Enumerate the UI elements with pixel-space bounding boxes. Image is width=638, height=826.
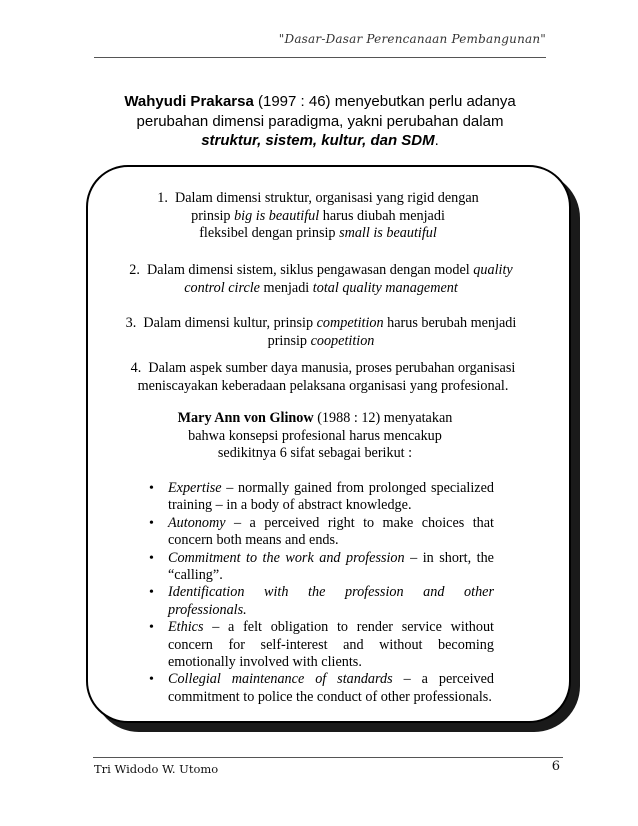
intro-end: . bbox=[434, 132, 439, 149]
bullet-text: – a perceived commitment to police the conduct of other professionals. bbox=[168, 671, 494, 705]
item-text: harus berubah menjadi bbox=[383, 315, 517, 331]
item-term: small is beautiful bbox=[339, 225, 437, 241]
bullet-item bbox=[148, 671, 494, 706]
bullet-text: – in short, the “calling”. bbox=[168, 549, 494, 584]
bullet-term: Expertise bbox=[168, 480, 222, 496]
intro-paragraph bbox=[100, 92, 540, 151]
item-term: big is beautiful bbox=[234, 207, 320, 224]
bullet-icon: • bbox=[149, 672, 154, 688]
item-number: 4. bbox=[130, 360, 142, 376]
section-line-1: (1988 : 12) menyatakan bbox=[313, 410, 453, 426]
bullet-icon: • bbox=[149, 481, 154, 496]
bullet-text: – a felt obligation to render service without concern for self-interest and without becoming emotionally involved with clients. bbox=[168, 619, 494, 671]
intro-author: Wahyudi Prakarsa bbox=[124, 93, 254, 110]
bullet-text: – a perceived right to make choices that concern both means and ends. bbox=[168, 514, 494, 549]
bullet-item bbox=[148, 550, 494, 585]
bullet-term: Ethics bbox=[168, 619, 204, 636]
item-number: 2. bbox=[129, 262, 140, 278]
item-text: prinsip bbox=[267, 332, 311, 349]
section-line-3: sedikitnya 6 sifat sebagai berikut : bbox=[217, 445, 413, 461]
intro-dimensions: struktur, sistem, kultur, dan SDM bbox=[201, 132, 435, 149]
item-term: coopetition bbox=[310, 332, 375, 349]
page-number: 6 bbox=[551, 759, 560, 774]
bullet-icon: • bbox=[149, 515, 154, 531]
item-text: Dalam aspek sumber daya manusia, proses perubahan organisasi bbox=[148, 360, 516, 376]
item-term: total quality management bbox=[312, 279, 458, 296]
bullet-icon: • bbox=[149, 550, 154, 566]
list-item-3 bbox=[106, 315, 536, 350]
bullet-term: Commitment to the work and profession bbox=[168, 549, 405, 566]
item-text: harus diubah menjadi bbox=[319, 207, 445, 224]
bullet-term: Autonomy bbox=[168, 514, 226, 531]
professional-traits-list bbox=[148, 480, 494, 706]
running-header-title: "Dasar-Dasar Perencanaan Pembangunan" bbox=[278, 32, 546, 46]
section-line-2: bahwa konsepsi profesional harus mencakup bbox=[188, 427, 442, 444]
item-number: 1. bbox=[157, 190, 168, 206]
item-text: prinsip bbox=[191, 207, 235, 224]
item-text: Dalam dimensi kultur, prinsip bbox=[143, 315, 317, 331]
bullet-icon: • bbox=[149, 585, 154, 601]
glinow-paragraph bbox=[130, 410, 500, 463]
bullet-item bbox=[148, 480, 494, 515]
bullet-item bbox=[148, 584, 494, 619]
item-number: 3. bbox=[125, 315, 137, 331]
list-item-1 bbox=[148, 190, 488, 243]
item-term: control circle bbox=[184, 279, 260, 296]
bullet-icon: • bbox=[149, 620, 154, 636]
item-text: Dalam dimensi sistem, siklus pengawasan dengan model bbox=[147, 262, 474, 278]
footer-author: Tri Widodo W. Utomo bbox=[94, 762, 219, 776]
item-text: fleksibel dengan prinsip bbox=[199, 225, 340, 241]
item-term: quality bbox=[473, 262, 513, 278]
bullet-item bbox=[148, 619, 494, 671]
bullet-term: Identification with the profession and other professionals. bbox=[168, 584, 494, 618]
item-text: meniscayakan keberadaan pelaksana organisasi yang profesional. bbox=[137, 377, 509, 394]
item-term: competition bbox=[316, 315, 384, 331]
intro-line-2: perubahan dimensi paradigma, yakni perubahan dalam bbox=[136, 112, 504, 130]
header-rule bbox=[94, 57, 546, 58]
intro-citation: (1997 : 46) menyebutkan perlu adanya bbox=[253, 93, 516, 110]
bullet-text: – normally gained from prolonged specialized training – in a body of abstract knowledge. bbox=[168, 480, 494, 514]
item-text: menjadi bbox=[259, 279, 313, 296]
bullet-item bbox=[148, 515, 494, 550]
item-text: Dalam dimensi struktur, organisasi yang rigid dengan bbox=[174, 190, 479, 206]
section-author: Mary Ann von Glinow bbox=[177, 410, 314, 426]
footer-rule bbox=[93, 757, 563, 758]
list-item-2 bbox=[106, 262, 536, 297]
bullet-term: Collegial maintenance of standards bbox=[168, 671, 393, 688]
list-item-4 bbox=[108, 360, 538, 395]
